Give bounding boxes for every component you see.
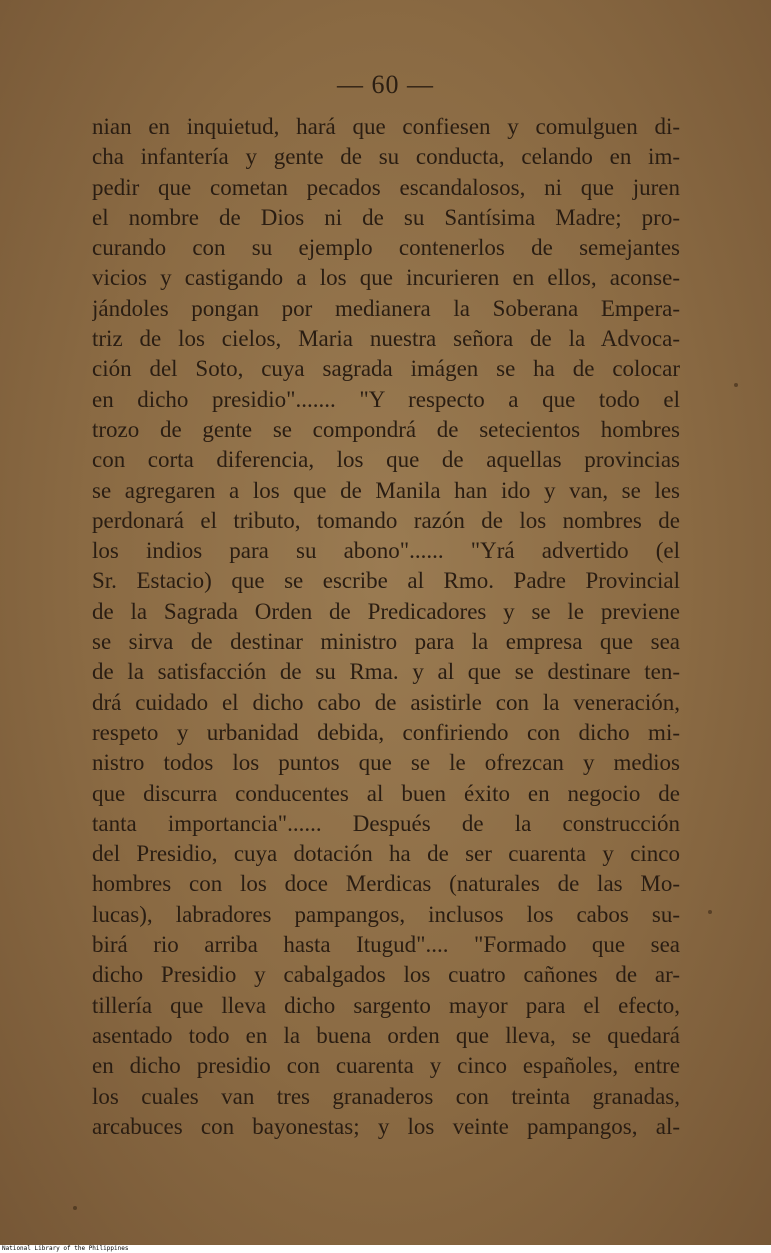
text-line: jándoles pongan por medianera la Soberana Empera- <box>92 295 680 321</box>
footer-credit: National Library of the Philippines <box>2 1245 129 1252</box>
text-line: de la Sagrada Orden de Predicadores y se le previene <box>92 598 680 624</box>
text-line: birá rio arriba hasta Itugud".... "Formado que sea <box>92 932 680 958</box>
text-line: que discurra conducentes al buen éxito en negocio de <box>92 780 680 806</box>
text-line: nian en inquietud, hará que confiesen y comulguen di- <box>92 114 680 139</box>
text-line: lucas), labradores pampangos, inclusos los cabos su- <box>92 901 680 927</box>
text-line: ción del Soto, cuya sagrada imágen se ha de colocar <box>92 356 680 382</box>
text-line: arcabuces con bayonestas; y los veinte pampangos, al- <box>92 1113 680 1139</box>
text-line: asentado todo en la buena orden que lleva, se quedará <box>92 1022 680 1048</box>
text-line: pedir que cometan pecados escandalosos, ni que juren <box>92 174 680 200</box>
text-line: con corta diferencia, los que de aquellas provincias <box>92 447 680 473</box>
text-line: cha infantería y gente de su conducta, celando en im- <box>92 144 680 170</box>
ink-speck <box>734 383 738 387</box>
text-line: triz de los cielos, Maria nuestra señora de la Advoca- <box>92 326 680 352</box>
text-line: el nombre de Dios ni de su Santísima Madre; pro- <box>92 204 680 230</box>
text-line: los indios para su abono"...... "Yrá advertido (el <box>92 538 680 564</box>
text-line: Sr. Estacio) que se escribe al Rmo. Padre Provincial <box>92 568 680 594</box>
page-number: — 60 — <box>337 70 434 99</box>
text-line: de la satisfacción de su Rma. y al que se destinare ten- <box>92 659 680 685</box>
text-line: hombres con los doce Merdicas (naturales de las Mo- <box>92 871 680 897</box>
text-line: perdonará el tributo, tomando razón de los nombres de <box>92 507 680 533</box>
ink-speck <box>708 910 712 914</box>
ink-speck <box>73 1206 77 1210</box>
text-line: tanta importancia"...... Después de la construcción <box>92 810 680 836</box>
text-line: curando con su ejemplo contenerlos de semejantes <box>92 235 680 261</box>
text-line: dicho Presidio y cabalgados los cuatro cañones de ar- <box>92 962 680 988</box>
text-line: los cuales van tres granaderos con treinta granadas, <box>92 1083 680 1109</box>
text-line: trozo de gente se compondrá de setecientos hombres <box>92 416 680 442</box>
text-line: se agregaren a los que de Manila han ido y van, se les <box>92 477 680 503</box>
text-line: se sirva de destinar ministro para la empresa que sea <box>92 629 680 655</box>
text-line: del Presidio, cuya dotación ha de ser cuarenta y cinco <box>92 841 680 867</box>
text-line: nistro todos los puntos que se le ofrezcan y medios <box>92 750 680 776</box>
body-text <box>92 112 680 1142</box>
text-line: drá cuidado el dicho cabo de asistirle con la veneración, <box>92 689 680 715</box>
text-line: vicios y castigando a los que incurieren en ellos, aconse- <box>92 265 680 291</box>
text-line: tillería que lleva dicho sargento mayor para el efecto, <box>92 992 680 1018</box>
text-line: en dicho presidio con cuarenta y cinco españoles, entre <box>92 1053 680 1079</box>
text-line: en dicho presidio"....... "Y respecto a que todo el <box>92 386 680 412</box>
text-line: respeto y urbanidad debida, confiriendo con dicho mi- <box>92 719 680 745</box>
